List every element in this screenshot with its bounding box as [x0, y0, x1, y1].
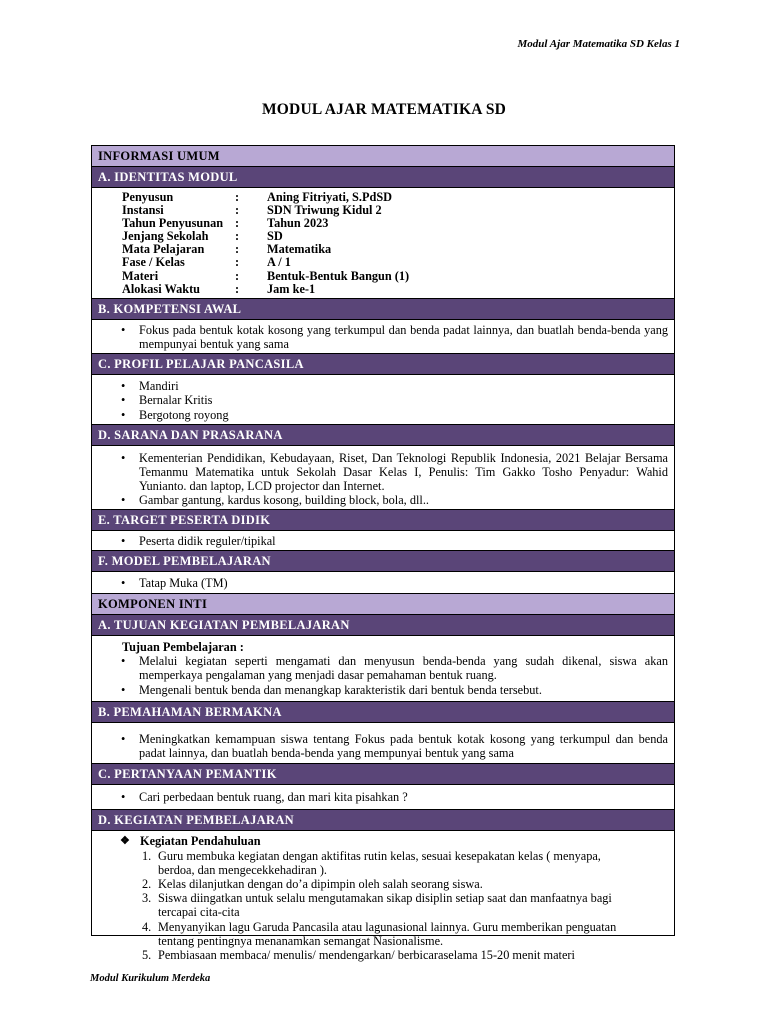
- list-item: 3. Siswa diingatkan untuk selalu mengutamakan sikap disiplin setiap saat dan manfaatnya bagi tercapai cita-cita: [142, 891, 612, 920]
- identitas-row: Alokasi Waktu : Jam ke-1: [122, 281, 316, 296]
- list-item: • Kementerian Pendidikan, Kebudayaan, Riset, Dan Teknologi Republik Indonesia, 2021 Belajar Bersama Temanmu Matematika untuk Sekolah Dasar Kelas I, Penulis: Tim Gakko Tosho Penyadur: Wahid Yunianto. dan laptop, LCD projector dan Internet.: [92, 451, 674, 494]
- section-target-peserta: E. TARGET PESERTA DIDIK: [92, 510, 674, 531]
- list-item: • Melalui kegiatan seperti mengamati dan menyusun benda-benda yang sudah dikenal, siswa akan memperkaya pengalaman yang menjadi dasar pemahaman bentuk ruang.: [92, 654, 674, 682]
- list-item: • Peserta didik reguler/tipikal: [92, 534, 674, 548]
- profil-pancasila-body: [92, 375, 674, 425]
- running-footer: Modul Kurikulum Merdeka: [90, 973, 211, 984]
- list-item: 1. Guru membuka kegiatan dengan aktifitas rutin kelas, sesuai kesepakatan kelas ( menyapa, berdoa, dan mengecekkehadiran ).: [142, 848, 601, 877]
- section-profil-pancasila: C. PROFIL PELAJAR PANCASILA: [92, 354, 674, 375]
- section-tujuan-kegiatan: A. TUJUAN KEGIATAN PEMBELAJARAN: [92, 615, 674, 636]
- list-item: • Fokus pada bentuk kotak kosong yang terkumpul dan benda padat lainnya, dan buatlah benda-benda yang mempunyai bentuk yang sama: [92, 323, 674, 351]
- pertanyaan-body: [92, 785, 674, 810]
- identitas-row: Mata Pelajaran : Matematika: [122, 242, 332, 257]
- kegiatan-label: ❖ Kegiatan Pendahuluan: [120, 834, 261, 849]
- model-body: [92, 572, 674, 594]
- module-table: [91, 145, 675, 963]
- section-kegiatan-pembelajaran: D. KEGIATAN PEMBELAJARAN: [92, 810, 674, 831]
- diamond-check-icon: ❖: [120, 835, 130, 848]
- target-body: [92, 531, 674, 551]
- section-model-pembelajaran: F. MODEL PEMBELAJARAN: [92, 551, 674, 572]
- list-item: • Gambar gantung, kardus kosong, building block, bola, dll..: [92, 493, 674, 507]
- list-item: • Cari perbedaan bentuk ruang, dan mari kita pisahkan ?: [92, 790, 674, 804]
- list-item: • Bernalar Kritis: [92, 393, 674, 407]
- section-identitas-modul: A. IDENTITAS MODUL: [92, 167, 674, 188]
- identitas-row: Materi : Bentuk-Bentuk Bangun (1): [122, 268, 410, 283]
- identitas-row: Fase / Kelas : A / 1: [122, 255, 291, 270]
- document-title: MODUL AJAR MATEMATIKA SD: [261, 101, 507, 118]
- section-kompetensi-awal: B. KOMPETENSI AWAL: [92, 299, 674, 320]
- identitas-row: Penyusun : Aning Fitriyati, S.PdSD: [122, 190, 393, 204]
- list-item: • Mandiri: [92, 379, 674, 393]
- kegiatan-body: [92, 831, 674, 962]
- list-item: 4. Menyanyikan lagu Garuda Pancasila atau lagunasional lainnya. Guru memberikan penguatan tentang pentingnya menanamkan semangat Nasionalisme.: [142, 919, 617, 948]
- section-sarana-prasarana: D. SARANA DAN PRASARANA: [92, 425, 674, 446]
- running-header: Modul Ajar Matematika SD Kelas 1: [517, 38, 680, 50]
- list-item: 2. Kelas dilanjutkan dengan do’a dipimpin oleh salah seorang siswa.: [142, 877, 483, 892]
- identitas-row: Instansi : SDN Triwung Kidul 2: [122, 203, 382, 218]
- list-item: 5. Pembiasaan membaca/ menulis/ mendengarkan/ berbicaraselama 15-20 menit materi: [142, 948, 575, 963]
- kompetensi-awal-body: [92, 320, 674, 354]
- list-item: • Bergotong royong: [92, 408, 674, 422]
- section-pertanyaan-pemantik: C. PERTANYAAN PEMANTIK: [92, 764, 674, 785]
- section-pemahaman-bermakna: B. PEMAHAMAN BERMAKNA: [92, 702, 674, 723]
- identitas-row: Tahun Penyusunan : Tahun 2023: [122, 216, 329, 231]
- section-informasi-umum: INFORMASI UMUM: [92, 146, 674, 167]
- list-item: • Mengenali bentuk benda dan menangkap karakteristik dari bentuk benda tersebut.: [92, 683, 674, 697]
- section-komponen-inti: KOMPONEN INTI: [92, 594, 674, 615]
- tujuan-body: [92, 636, 674, 702]
- pemahaman-body: [92, 723, 674, 764]
- sarana-body: [92, 446, 674, 510]
- identitas-row: Jenjang Sekolah : SD: [122, 229, 283, 244]
- list-item: • Meningkatkan kemampuan siswa tentang Fokus pada bentuk kotak kosong yang terkumpul dan benda padat lainnya, dan buatlah benda-benda yang mempunyai bentuk yang sama: [92, 732, 674, 760]
- list-item: • Tatap Muka (TM): [92, 576, 674, 590]
- identitas-list: [92, 188, 674, 299]
- tujuan-label: Tujuan Pembelajaran :: [122, 639, 244, 654]
